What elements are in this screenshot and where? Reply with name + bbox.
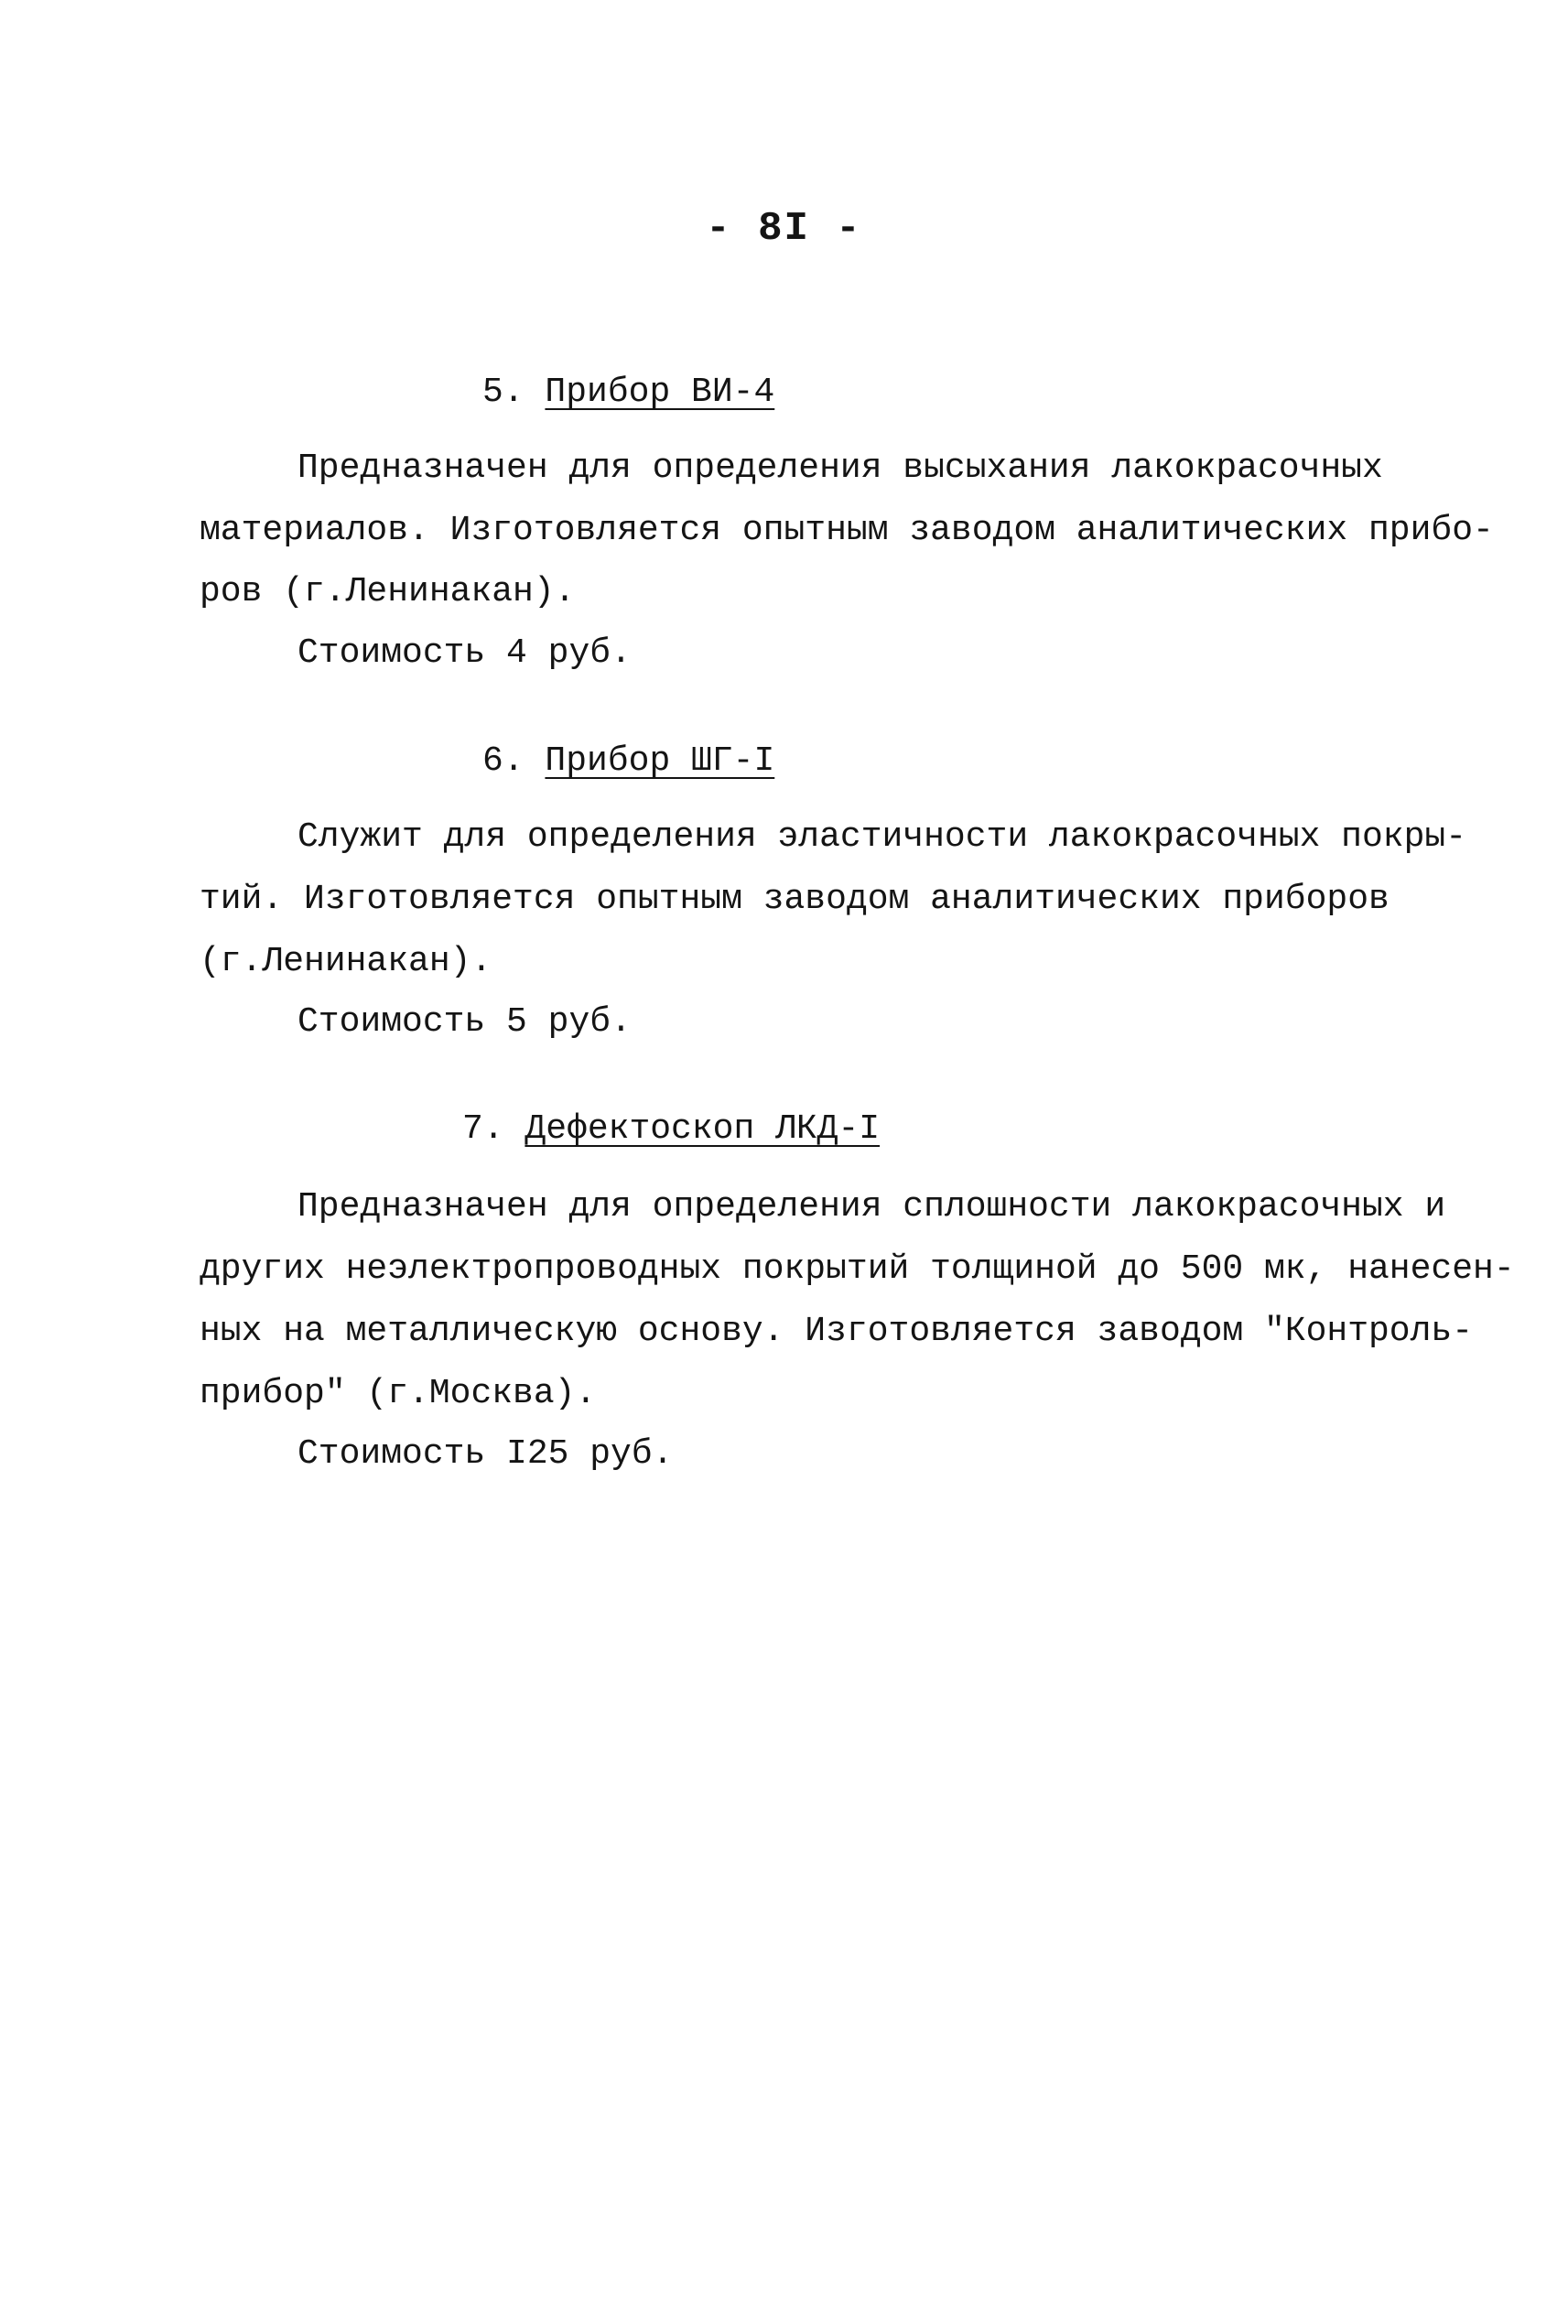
section-7-line-2: других неэлектропроводных покрытий толщиной до 500 мк, нанесен- [200, 1249, 1515, 1289]
section-7-line-1: Предназначен для определения сплошности лакокрасочных и [297, 1187, 1446, 1227]
section-7-line-4: прибор" (г.Москва). [200, 1374, 597, 1413]
section-6-line-2: тий. Изготовляется опытным заводом аналитических приборов [200, 880, 1390, 919]
section-5-title: Прибор ВИ-4 [545, 373, 775, 412]
section-6-line-3: (г.Ленинакан). [200, 942, 492, 981]
section-6-line-1: Служит для определения эластичности лакокрасочных покры- [297, 817, 1467, 857]
page-number: - 8I - [706, 206, 862, 252]
section-5-line-3: ров (г.Ленинакан). [200, 572, 576, 611]
section-5-number: 5. [482, 373, 524, 412]
section-5-line-1: Предназначен для определения высыхания лакокрасочных [297, 449, 1383, 488]
section-6-title: Прибор ШГ-I [545, 741, 775, 781]
section-5-heading [482, 375, 774, 410]
section-7-heading [462, 1109, 881, 1149]
section-7-line-3: ных на металлическую основу. Изготовляется заводом "Контроль- [200, 1312, 1474, 1351]
section-5-cost: Стоимость 4 руб. [297, 633, 632, 673]
section-5-line-2: материалов. Изготовляется опытным заводом аналитических прибо- [200, 511, 1494, 550]
section-6-cost: Стоимость 5 руб. [297, 1002, 632, 1042]
section-6-heading [482, 741, 775, 781]
section-7-number: 7. [462, 1109, 504, 1149]
section-7-cost: Стоимость I25 руб. [297, 1434, 674, 1474]
section-7-title: Дефектоскоп ЛКД-I [524, 1109, 881, 1149]
section-6-number: 6. [482, 741, 524, 781]
